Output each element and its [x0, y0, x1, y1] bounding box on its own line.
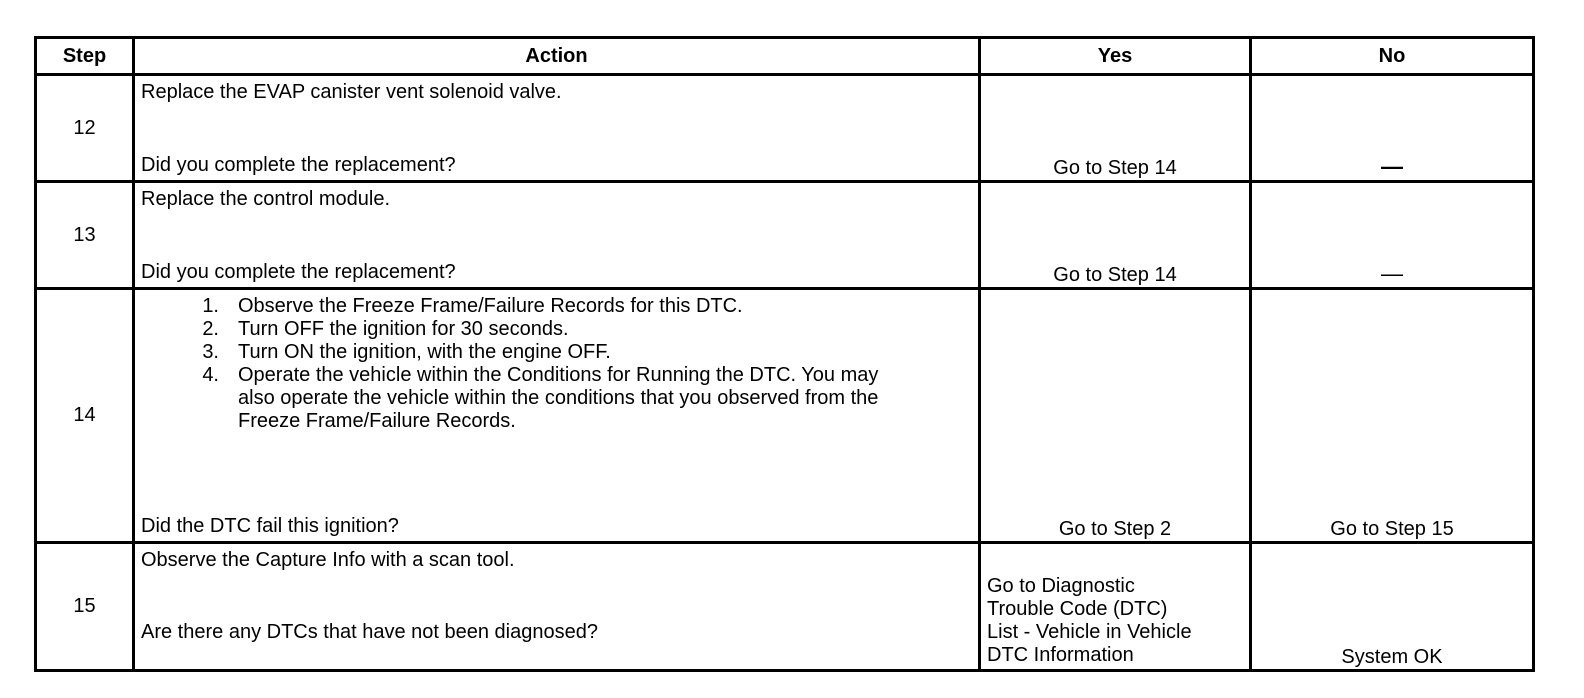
header-row	[36, 38, 1534, 75]
step-number: 15	[36, 543, 134, 671]
action-question: Did the DTC fail this ignition?	[141, 515, 399, 537]
no-result: Go to Step 15	[1251, 289, 1534, 543]
dash-mark: —	[1381, 261, 1403, 286]
action-instruction: Replace the control module.	[141, 188, 391, 210]
table-row	[36, 289, 1534, 543]
table-row	[36, 182, 1534, 289]
header-action: Action	[134, 38, 980, 75]
yes-result: Go to Step 14	[980, 182, 1251, 289]
action-instruction: Replace the EVAP canister vent solenoid valve.	[141, 81, 562, 103]
substep-item: 4. Operate the vehicle within the Conditions for Running the DTC. You may also operate the vehicle within the conditions that you observed from the Freeze Frame/Failure Records.	[202, 364, 879, 432]
action-question: Did you complete the replacement?	[141, 261, 456, 283]
yes-result: Go to Step 14	[980, 75, 1251, 182]
dash-mark: —	[1381, 154, 1403, 179]
substep-list	[141, 295, 972, 433]
table-row	[36, 75, 1534, 182]
no-result: System OK	[1251, 543, 1534, 671]
yes-result: Go to Step 2	[980, 289, 1251, 543]
action-question: Did you complete the replacement?	[141, 154, 456, 176]
diagnostic-table	[34, 36, 1535, 672]
no-result	[1251, 182, 1534, 289]
step-number: 12	[36, 75, 134, 182]
no-result	[1251, 75, 1534, 182]
header-no: No	[1251, 38, 1534, 75]
step-number: 14	[36, 289, 134, 543]
step-number: 13	[36, 182, 134, 289]
substep-item: 1. Observe the Freeze Frame/Failure Records for this DTC.	[202, 295, 743, 317]
substep-item: 2. Turn OFF the ignition for 30 seconds.	[202, 318, 569, 340]
substep-item: 3. Turn ON the ignition, with the engine OFF.	[202, 341, 611, 363]
table-row	[36, 543, 1534, 671]
action-cell	[134, 75, 980, 182]
action-cell	[134, 182, 980, 289]
action-cell	[134, 543, 980, 671]
yes-result: Go to Diagnostic Trouble Code (DTC) List - Vehicle in Vehicle DTC Information	[980, 543, 1251, 671]
header-yes: Yes	[980, 38, 1251, 75]
action-instruction: Observe the Capture Info with a scan tool.	[141, 549, 515, 571]
action-question: Are there any DTCs that have not been diagnosed?	[141, 621, 598, 643]
header-step: Step	[36, 38, 134, 75]
action-cell	[134, 289, 980, 543]
